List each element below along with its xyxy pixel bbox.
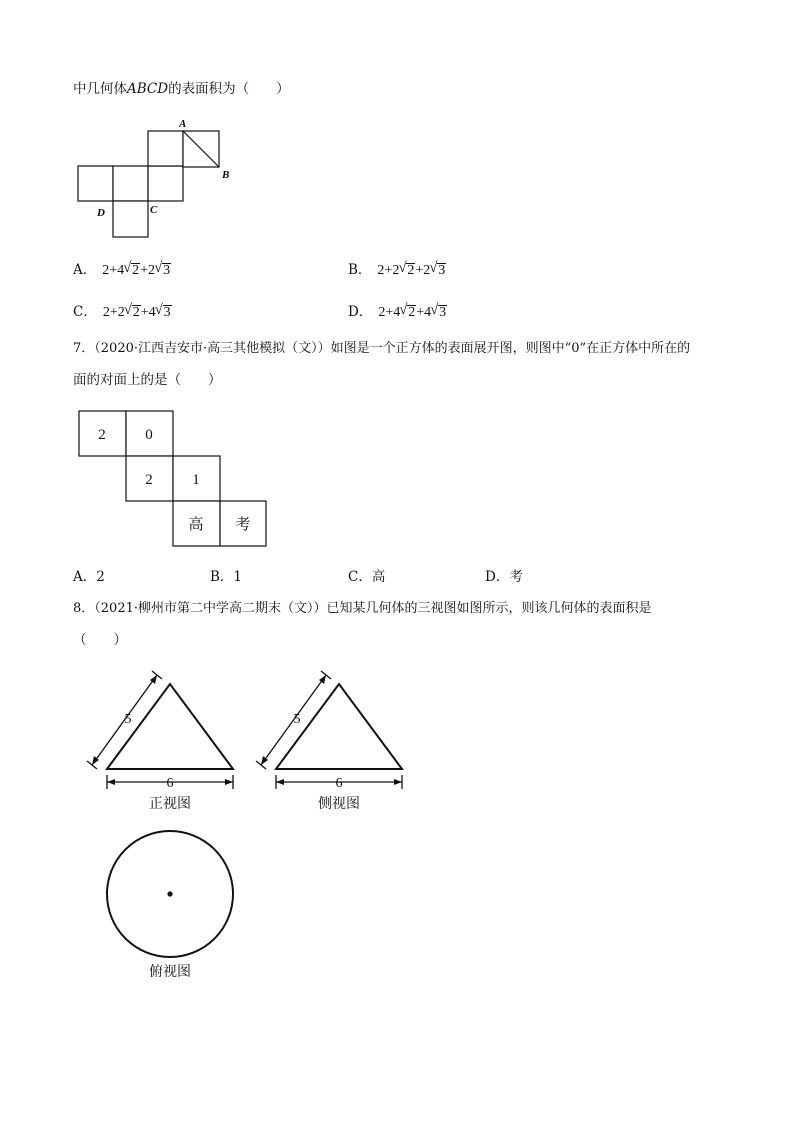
arrowhead [276, 779, 284, 785]
q7-option-d: D．考 [485, 569, 523, 585]
radicand: 3 [439, 305, 447, 320]
arrowhead [107, 779, 115, 785]
radicand: 3 [163, 305, 171, 320]
radicand: 3 [438, 263, 446, 278]
side-base-label: 6 [335, 776, 343, 791]
q7-option-a: A．2 [73, 569, 105, 585]
arrowhead [225, 779, 233, 785]
q8-top-view [107, 831, 233, 980]
expr-part: 2+4 [378, 305, 401, 320]
q6-stem-prefix: 中几何体 [73, 81, 127, 97]
radicand: 2 [132, 263, 140, 278]
side-caption: 侧视图 [318, 797, 360, 812]
expr-part: +4 [140, 305, 156, 320]
q6-label-d: D [97, 207, 105, 219]
expr-part: 2+2 [102, 305, 125, 320]
q8-stem-line2: （ ） [73, 632, 127, 648]
expr-part: 2+4 [102, 263, 125, 278]
expr-part: 2+2 [377, 263, 400, 278]
q7-option-c: C．高 [348, 569, 386, 585]
q7-net-label: 1 [192, 472, 200, 488]
radicand: 3 [163, 263, 171, 278]
q6-label-c: C [150, 204, 158, 216]
front-caption: 正视图 [149, 797, 191, 812]
radicand: 2 [408, 305, 416, 320]
q8-stem-line1: 8．（2021·柳州市第二中学高二期末（文））已知某几何体的三视图如图所示，则该几何体的表面积是 [73, 601, 652, 616]
front-slant-label: 5 [124, 712, 132, 727]
q6-stem-var: ABCD [127, 81, 169, 97]
option-letter: D． [348, 304, 373, 320]
top-caption: 俯视图 [149, 965, 191, 980]
q7-option-b: B．1 [210, 569, 243, 585]
option-letter: C． [73, 304, 97, 320]
option-letter: A． [73, 262, 97, 278]
radicand: 2 [407, 263, 415, 278]
q7-stem-line1: 7．（2020·江西吉安市·高三其他模拟（文））如图是一个正方体的表面展开图，则图中“0”在正方体中所在的 [73, 341, 691, 356]
q7-net-label: 高 [188, 517, 204, 533]
q7-net-label: 2 [98, 427, 106, 443]
arrowhead [394, 779, 402, 785]
q8-side-view [256, 671, 402, 812]
q6-label-b: B [222, 169, 230, 181]
option-letter: B． [348, 262, 372, 278]
q7-net-label: 0 [145, 427, 153, 443]
q7-stem-line2: 面的对面上的是（ ） [73, 372, 222, 388]
radicand: 2 [132, 305, 140, 320]
side-slant-label: 5 [293, 712, 301, 727]
top-center-dot [167, 891, 172, 896]
front-base-label: 6 [166, 776, 174, 791]
expr-part: +2 [415, 263, 431, 278]
q6-label-a: A [179, 118, 187, 130]
q7-net-label: 考 [235, 517, 251, 533]
q8-front-view [87, 671, 233, 812]
expr-part: +4 [416, 305, 432, 320]
q7-net-label: 2 [145, 472, 153, 488]
q6-stem-suffix: 的表面积为（ ） [168, 81, 290, 97]
expr-part: +2 [140, 263, 156, 278]
